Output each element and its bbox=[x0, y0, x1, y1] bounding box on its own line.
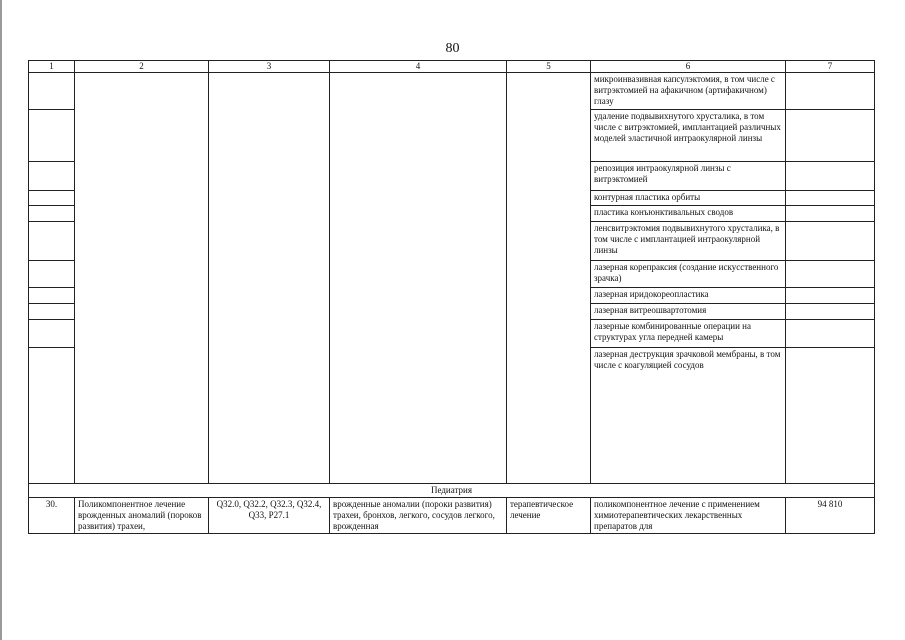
column-header: 5 bbox=[507, 61, 591, 73]
row-number-cell bbox=[29, 288, 75, 304]
codes-cell-merged bbox=[209, 73, 330, 484]
cost-cell bbox=[786, 206, 875, 222]
medical-care-table bbox=[28, 60, 875, 534]
scan-edge-line bbox=[0, 0, 2, 640]
method-cell: микроинвазивная капсулэктомия, в том числе с витрэктомией на афакичном (артифакичном) глазу bbox=[591, 73, 786, 110]
table-header-row bbox=[29, 61, 875, 73]
column-header: 7 bbox=[786, 61, 875, 73]
cost-cell bbox=[786, 162, 875, 191]
row-number-cell bbox=[29, 191, 75, 206]
row-number-cell bbox=[29, 162, 75, 191]
method-cell: ленсвитрэктомия подвывихнутого хрусталика, в том числе с имплантацией интраокулярной линзы bbox=[591, 222, 786, 261]
method-cell: удаление подвывихнутого хрусталика, в том числе с витрэктомией, имплантацией различных моделей эластичной интраокулярной линзы bbox=[591, 110, 786, 162]
codes-cell: Q32.0, Q32.2, Q32.3, Q32.4, Q33, P27.1 bbox=[209, 498, 330, 534]
row-number-cell bbox=[29, 348, 75, 484]
row-number-cell bbox=[29, 206, 75, 222]
cost-cell bbox=[786, 261, 875, 288]
cost-cell bbox=[786, 348, 875, 484]
cost-cell bbox=[786, 222, 875, 261]
cost-cell bbox=[786, 191, 875, 206]
method-cell: лазерные комбинированные операции на структурах угла передней камеры bbox=[591, 320, 786, 348]
cost-cell bbox=[786, 288, 875, 304]
row-number-cell bbox=[29, 73, 75, 110]
row-number-cell: 30. bbox=[29, 498, 75, 534]
table-row-30 bbox=[29, 498, 875, 534]
method-cell: лазерная корепраксия (создание искусственного зрачка) bbox=[591, 261, 786, 288]
column-header: 6 bbox=[591, 61, 786, 73]
row-number-cell bbox=[29, 110, 75, 162]
model-cell: врожденные аномалии (пороки развития) трахеи, бронхов, легкого, сосудов легкого, врожденная bbox=[330, 498, 507, 534]
cost-cell: 94 810 bbox=[786, 498, 875, 534]
cost-cell bbox=[786, 110, 875, 162]
method-cell: поликомпонентное лечение с применением химиотерапевтических лекарственных препаратов для bbox=[591, 498, 786, 534]
row-number-cell bbox=[29, 222, 75, 261]
column-header: 4 bbox=[330, 61, 507, 73]
section-title: Педиатрия bbox=[29, 484, 875, 498]
treatment-type-cell: терапевтическое лечение bbox=[507, 498, 591, 534]
name-cell-merged bbox=[75, 73, 209, 484]
method-cell: репозиция интраокулярной линзы с витрэктомией bbox=[591, 162, 786, 191]
page-number: 80 bbox=[445, 41, 460, 56]
method-cell: контурная пластика орбиты bbox=[591, 191, 786, 206]
name-cell: Поликомпонентное лечение врожденных аномалий (пороков развития) трахеи, bbox=[75, 498, 209, 534]
method-cell: лазерная витреошвартотомия bbox=[591, 304, 786, 320]
column-header: 3 bbox=[209, 61, 330, 73]
method-cell: лазерная деструкция зрачковой мембраны, в том числе с коагуляцией сосудов bbox=[591, 348, 786, 484]
model-cell-merged bbox=[330, 73, 507, 484]
row-number-cell bbox=[29, 304, 75, 320]
cost-cell bbox=[786, 304, 875, 320]
row-number-cell bbox=[29, 320, 75, 348]
section-row bbox=[29, 484, 875, 498]
row-number-cell bbox=[29, 261, 75, 288]
cost-cell bbox=[786, 73, 875, 110]
table-row bbox=[29, 73, 875, 110]
column-header: 2 bbox=[75, 61, 209, 73]
cost-cell bbox=[786, 320, 875, 348]
method-cell: пластика конъюнктивальных сводов bbox=[591, 206, 786, 222]
column-header: 1 bbox=[29, 61, 75, 73]
method-cell: лазерная иридокореопластика bbox=[591, 288, 786, 304]
treatment-type-cell-merged bbox=[507, 73, 591, 484]
